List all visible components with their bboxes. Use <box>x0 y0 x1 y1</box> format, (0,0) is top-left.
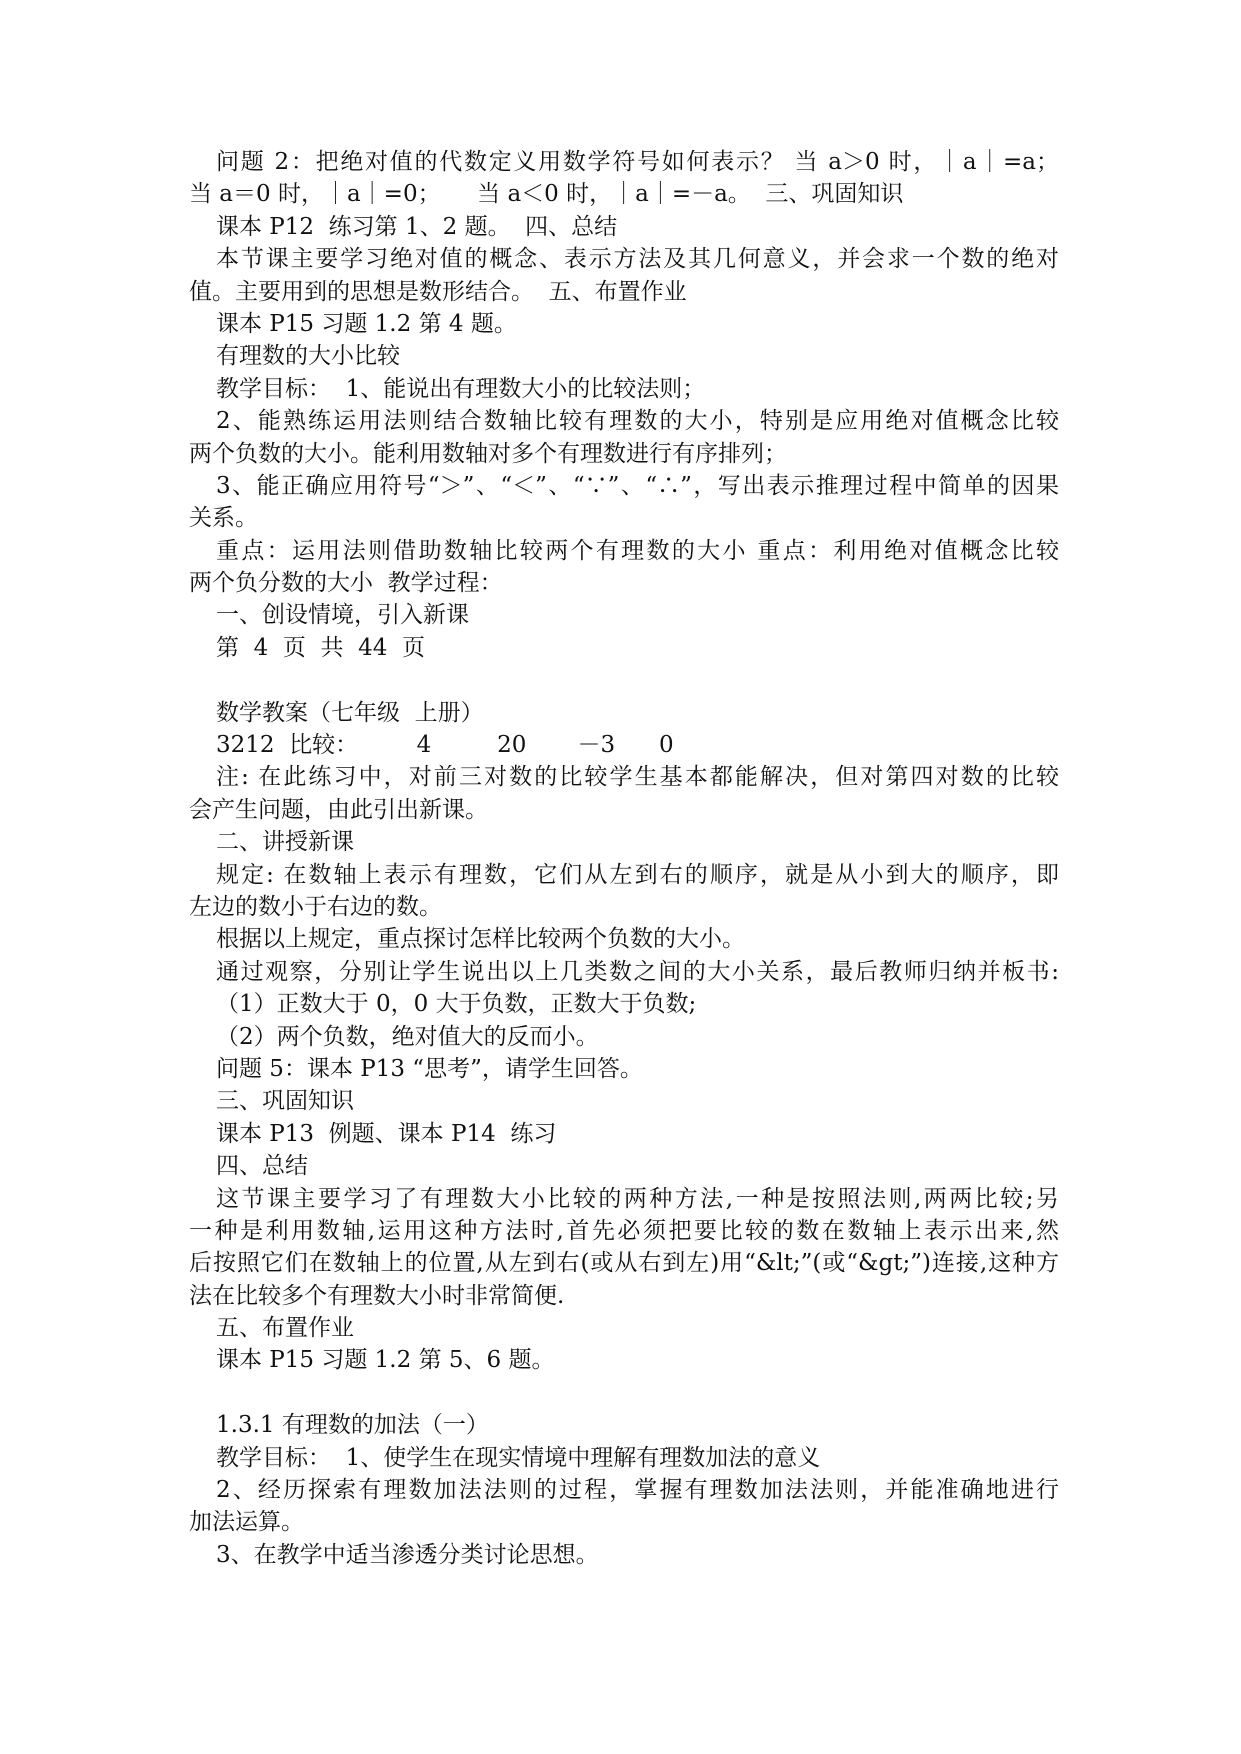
text-line: 三、巩固知识 <box>216 1088 354 1115</box>
blank-line <box>189 1377 1059 1409</box>
text-line: 课本 P15 习题 1.2 第 5、6 题。 <box>216 1347 555 1374</box>
text-line: 问题 2：把绝对值的代数定义用数学符号如何表示？ 当 a＞0 时，｜a｜=a； <box>216 149 1059 175</box>
text-line: 2、经历探索有理数加法法则的过程，掌握有理数加法法则，并能准确地进行 <box>216 1477 1059 1504</box>
text-line: 左边的数小于右边的数。 <box>189 893 442 920</box>
text-line: （2）两个负数，绝对值大的反而小。 <box>216 1023 599 1050</box>
document-page <box>189 146 1059 1571</box>
text-line: 本节课主要学习绝对值的概念、表示方法及其几何意义，并会求一个数的绝对 <box>216 246 1059 273</box>
text-line: 重点：运用法则借助数轴比较两个有理数的大小 重点：利用绝对值概念比较 <box>216 537 1059 564</box>
blank-line <box>189 664 1059 696</box>
text-line: 这节课主要学习了有理数大小比较的两种方法,一种是按照法则,两两比较;另 <box>216 1185 1059 1212</box>
text-line: （1）正数大于 0，0 大于负数，正数大于负数; <box>216 991 697 1018</box>
text-line: 四、总结 <box>216 1153 308 1180</box>
text-line: 3、能正确应用符号“＞”、“＜”、“∵”、“∴”，写出表示推理过程中简单的因果 <box>216 472 1059 499</box>
text-line: 课本 P12 练习第 1、2 题。 四、总结 <box>216 213 618 240</box>
text-line: 加法运算。 <box>189 1509 304 1536</box>
page-header: 数学教案（七年级 上册） <box>216 699 484 726</box>
text-line: 3、在教学中适当渗透分类讨论思想。 <box>216 1541 599 1568</box>
text-line: 两个负数的大小。能利用数轴对多个有理数进行有序排列； <box>189 440 787 467</box>
text-line: 教学目标： 1、能说出有理数大小的比较法则； <box>216 375 706 402</box>
text-line: 课本 P13 例题、课本 P14 练习 <box>216 1120 557 1147</box>
page-footer: 第 4 页 共 44 页 <box>216 634 426 661</box>
text-line: 二、讲授新课 <box>216 829 354 856</box>
text-line: 两个负分数的大小 教学过程： <box>189 570 503 597</box>
text-line: 关系。 <box>189 505 258 532</box>
text-line: 教学目标： 1、使学生在现实情境中理解有理数加法的意义 <box>216 1444 821 1471</box>
text-line: 法在比较多个有理数大小时非常简便. <box>189 1282 565 1309</box>
text-line: 问题 5：课本 P13 “思考”，请学生回答。 <box>216 1055 643 1082</box>
text-line: 注: 在此练习中，对前三对数的比较学生基本都能解决，但对第四对数的比较 <box>216 764 1059 791</box>
section-title: 有理数的大小比较 <box>216 343 400 370</box>
text-line: 当 a＝0 时，｜a｜=0； 当 a＜0 时，｜a｜=－a。 三、巩固知识 <box>189 181 904 208</box>
section-title: 1.3.1 有理数的加法（一） <box>216 1412 489 1439</box>
text-line: 规定: 在数轴上表示有理数，它们从左到右的顺序，就是从小到大的顺序，即 <box>216 861 1059 888</box>
text-line: 五、布置作业 <box>216 1315 354 1342</box>
text-line: 根据以上规定，重点探讨怎样比较两个负数的大小。 <box>216 926 745 953</box>
text-line: 后按照它们在数轴上的位置,从左到右(或从右到左)用“&lt;”(或“&gt;”)连接,这种方 <box>189 1250 1059 1277</box>
text-line: 会产生问题，由此引出新课。 <box>189 796 488 823</box>
text-line: 一、创设情境，引入新课 <box>216 602 469 629</box>
text-line: 一种是利用数轴,运用这种方法时,首先必须把要比较的数在数轴上表示出来,然 <box>189 1217 1059 1244</box>
text-line: 3212 比较： 4 20 －3 0 <box>216 732 674 759</box>
text-line: 通过观察，分别让学生说出以上几类数之间的大小关系，最后教师归纳并板书: <box>216 958 1059 985</box>
text-line: 课本 P15 习题 1.2 第 4 题。 <box>216 310 517 337</box>
text-line: 值。主要用到的思想是数形结合。 五、布置作业 <box>189 278 687 305</box>
text-line: 2、能熟练运用法则结合数轴比较有理数的大小，特别是应用绝对值概念比较 <box>216 408 1059 435</box>
